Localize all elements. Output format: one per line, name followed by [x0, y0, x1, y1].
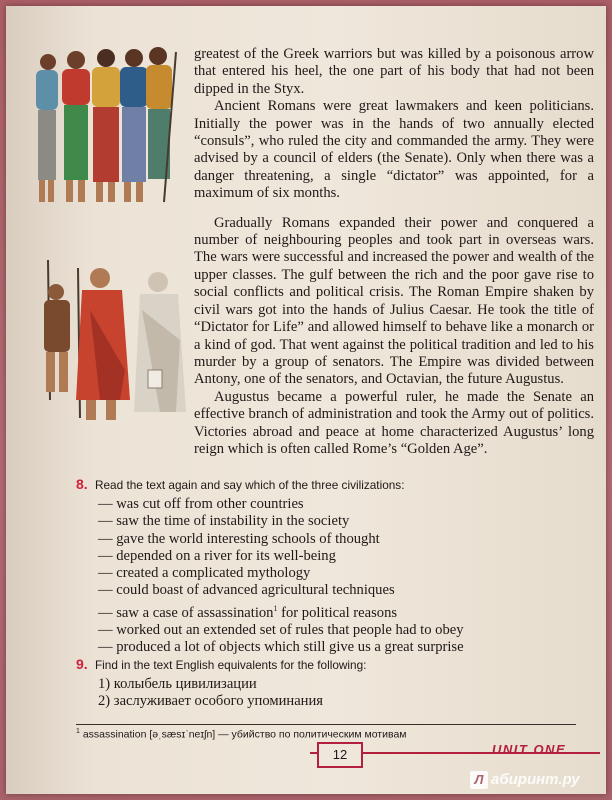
footnote-reference: 1 — [273, 603, 278, 613]
list-item: — saw the time of instability in the society — [98, 513, 350, 530]
exercise-9-number: 9. — [76, 656, 88, 672]
roman-soldier — [44, 260, 70, 400]
exercise-8 — [76, 476, 596, 657]
roman-emperor — [76, 268, 130, 420]
list-item: 1) колыбель цивилизации — [98, 676, 257, 692]
list-item-text: — saw a case of assassination — [98, 604, 274, 621]
list-item: — depended on a river for its well-being — [98, 547, 336, 564]
exercise-8-number: 8. — [76, 476, 88, 492]
exercise-8-heading — [76, 476, 596, 492]
roman-senator — [134, 272, 186, 412]
page-number: 12 — [317, 742, 363, 768]
exercise-9-instruction: Find in the text English equivalents for the following: — [94, 658, 367, 672]
list-item: — could boast of advanced agricultural techniques — [98, 582, 395, 599]
list-item: 2) заслуживает особого упоминания — [98, 693, 323, 710]
exercise-9-list — [98, 676, 596, 711]
roman-figures-illustration — [30, 250, 190, 434]
paragraph-ancient-romans: Ancient Romans were great lawmakers and keen politicians. Initially the power was in the hands of two annually elected “consuls”, who ruled the city and commanded the army. They were advised by a council of elders (the Senate). Only when there was a danger threatening, a single “dictator” was appointed, for a maximum of six months. — [194, 98, 594, 202]
figure-3 — [92, 49, 120, 202]
figure-4 — [120, 49, 148, 202]
list-item: — worked out an extended set of rules that people had to obey — [98, 621, 464, 638]
watermark-logo — [470, 768, 600, 792]
exercise-9-heading — [76, 656, 596, 672]
list-item — [98, 600, 596, 622]
exercise-8-instruction: Read the text again and say which of the three civilizations: — [94, 478, 405, 492]
reading-text — [194, 46, 594, 458]
textbook-page — [6, 6, 606, 794]
list-item: — gave the world interesting schools of thought — [98, 530, 380, 547]
list-item: — produced a lot of objects which still give us a great surprise — [98, 639, 464, 656]
unit-label: UNIT ONE — [492, 742, 567, 757]
list-item: — created a complicated mythology — [98, 565, 311, 582]
figure-1 — [36, 54, 58, 202]
footnote — [76, 724, 576, 741]
footnote-text: assassination [əˌsæsɪˈneɪʃn] — убийство по политическим мотивам — [82, 728, 407, 741]
paragraph-greek-warrior: greatest of the Greek warriors but was killed by a poisonous arrow that entered his heel, the one part of his body that had not been dipped in the Styx. — [194, 46, 594, 97]
exercise-9 — [76, 656, 596, 711]
footnote-marker: 1 — [76, 728, 80, 735]
paragraph-roman-expansion: Gradually Romans expanded their power and conquered a number of neighbouring peoples and took part in overseas wars. The wars were successful and increased the power and wealth of the upper classes. The gulf between the rich and the poor gave rise to social conflicts and political crisis. The Roman Empire shaken by civil wars got into the hands of Julius Caesar. He took the title of “Dictator for Life” and allowed himself to behave like a monarch or a kind of god. That went against the political tradition and led to his murder by a group of senators. The Empire was divided between Antony, one of the senators, and Octavian, the future Augustus. — [194, 214, 594, 388]
list-item: — was cut off from other countries — [98, 496, 304, 512]
ancient-warriors-illustration — [26, 42, 186, 212]
figure-5 — [146, 47, 176, 202]
exercise-8-list — [98, 496, 596, 657]
list-item-text-cont: for political reasons — [281, 604, 398, 621]
paragraph-augustus: Augustus became a powerful ruler, he made the Senate an effective branch of administration and took the Army out of politics. Victories abroad and peace at home characterized Augustus’ long reign which is often called Rome’s “Golden Age”. — [194, 388, 594, 457]
figure-2 — [62, 51, 90, 202]
watermark-badge: Л — [470, 771, 488, 789]
watermark-text: абиринт.ру — [491, 771, 580, 788]
